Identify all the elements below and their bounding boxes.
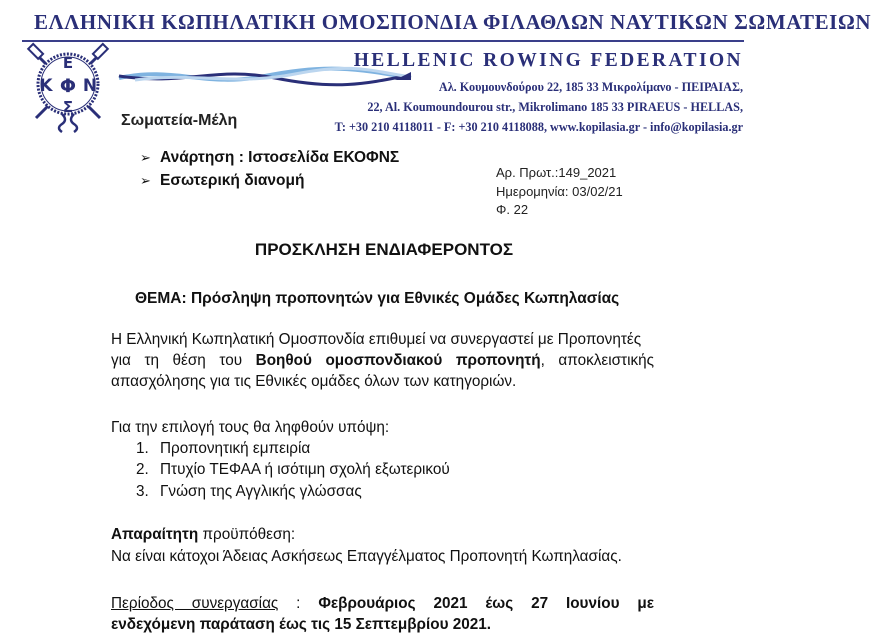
criteria-text: Προπονητική εμπειρία: [160, 440, 311, 457]
criteria-text: Γνώση της Αγγλικής γλώσσας: [160, 483, 362, 500]
distribution-item: [140, 172, 304, 190]
intro-line-3: απασχόλησης για τις Εθνικές ομάδες όλων των κατηγοριών.: [111, 373, 517, 390]
logo-letter-sigma: Σ: [62, 98, 74, 116]
address-greek: Αλ. Κουμουνδούρου 22, 185 33 Μικρολίμανο - ΠΕΙΡΑΙΑΣ,: [438, 80, 743, 94]
period-label: Περίοδος συνεργασίας: [111, 595, 279, 612]
document-subject: ΘΕΜΑ: Πρόσληψη προπονητών για Εθνικές Ομάδες Κωπηλασίας: [135, 290, 620, 307]
period-separator: :: [278, 595, 319, 612]
period-dates: Φεβρουάριος 2021 έως 27 Ιουνίου με: [318, 595, 654, 612]
logo-letter-e: Ε: [62, 54, 74, 72]
address-english: 22, Al. Koumoundourou str., Mikrolimano 185 33 PIRAEUS - HELLAS,: [367, 100, 743, 114]
period-extension: ενδεχόμενη παράταση έως τις 15 Σεπτεμβρίου 2021.: [111, 616, 492, 633]
requirement-bold: Απαραίτητη: [111, 526, 199, 543]
distribution-text: Ανάρτηση : Ιστοσελίδα ΕΚΟΦΝΣ: [160, 149, 400, 166]
requirement-rest: προϋπόθεση:: [198, 526, 296, 543]
requirement-text: Να είναι κάτοχοι Άδειας Ασκήσεως Επαγγέλματος Προπονητή Κωπηλασίας.: [111, 548, 622, 565]
arrow-bullet-icon: ➢: [140, 150, 151, 165]
org-title-english: HELLENIC ROWING FEDERATION: [353, 50, 743, 71]
federation-logo: [26, 46, 110, 136]
intro-line-2-end: , αποκλειστικής: [540, 352, 655, 369]
intro-line-1: Η Ελληνική Κωπηλατική Ομοσπονδία επιθυμεί να συνεργαστεί με Προπονητές: [111, 331, 642, 348]
intro-line-2: [111, 352, 654, 370]
document-date: Ημερομηνία: 03/02/21: [496, 184, 623, 199]
criteria-number: 3.: [136, 483, 149, 500]
header-rule: [22, 40, 744, 42]
distribution-item: [140, 149, 399, 167]
protocol-number: Αρ. Πρωτ.:149_2021: [496, 165, 617, 180]
logo-letter-n: Ν: [82, 76, 98, 96]
contact-info: T: +30 210 4118011 - F: +30 210 4118088, www.kopilasia.gr - info@kopilasia.gr: [334, 120, 743, 134]
distribution-text: Εσωτερική διανομή: [160, 172, 305, 189]
criteria-number: 1.: [136, 440, 149, 457]
intro-line-2-start: για τη θέση του: [111, 352, 243, 369]
criteria-item: [136, 483, 362, 501]
criteria-item: [136, 461, 450, 479]
criteria-item: [136, 440, 310, 458]
arrow-bullet-icon: ➢: [140, 173, 151, 188]
criteria-heading: Για την επιλογή τους θα ληφθούν υπόψη:: [111, 419, 390, 436]
org-title-greek: ΕΛΛΗΝΙΚΗ ΚΩΠΗΛΑΤΙΚΗ ΟΜΟΣΠΟΝΔΙΑ ΦΙΛΑΘΛΩΝ ΝΑΥΤΙΚΩΝ ΣΩΜΑΤΕΙΩΝ: [34, 10, 871, 34]
document-title: ΠΡΟΣΚΛΗΣΗ ΕΝΔΙΑΦΕΡΟΝΤΟΣ: [254, 240, 514, 259]
file-number: Φ. 22: [496, 202, 529, 217]
recipients-label: Σωματεία-Μέλη: [121, 112, 238, 129]
period-line-2: [111, 616, 654, 634]
logo-letter-k: Κ: [39, 76, 53, 96]
criteria-text: Πτυχίο ΤΕΦΑΑ ή ισότιμη σχολή εξωτερικού: [160, 461, 450, 478]
requirement-heading: [111, 526, 654, 544]
logo-letter-phi: Φ: [59, 75, 77, 97]
period-line-1: [111, 595, 654, 613]
criteria-number: 2.: [136, 461, 149, 478]
position-title: Βοηθού ομοσπονδιακού προπονητή: [255, 352, 541, 369]
